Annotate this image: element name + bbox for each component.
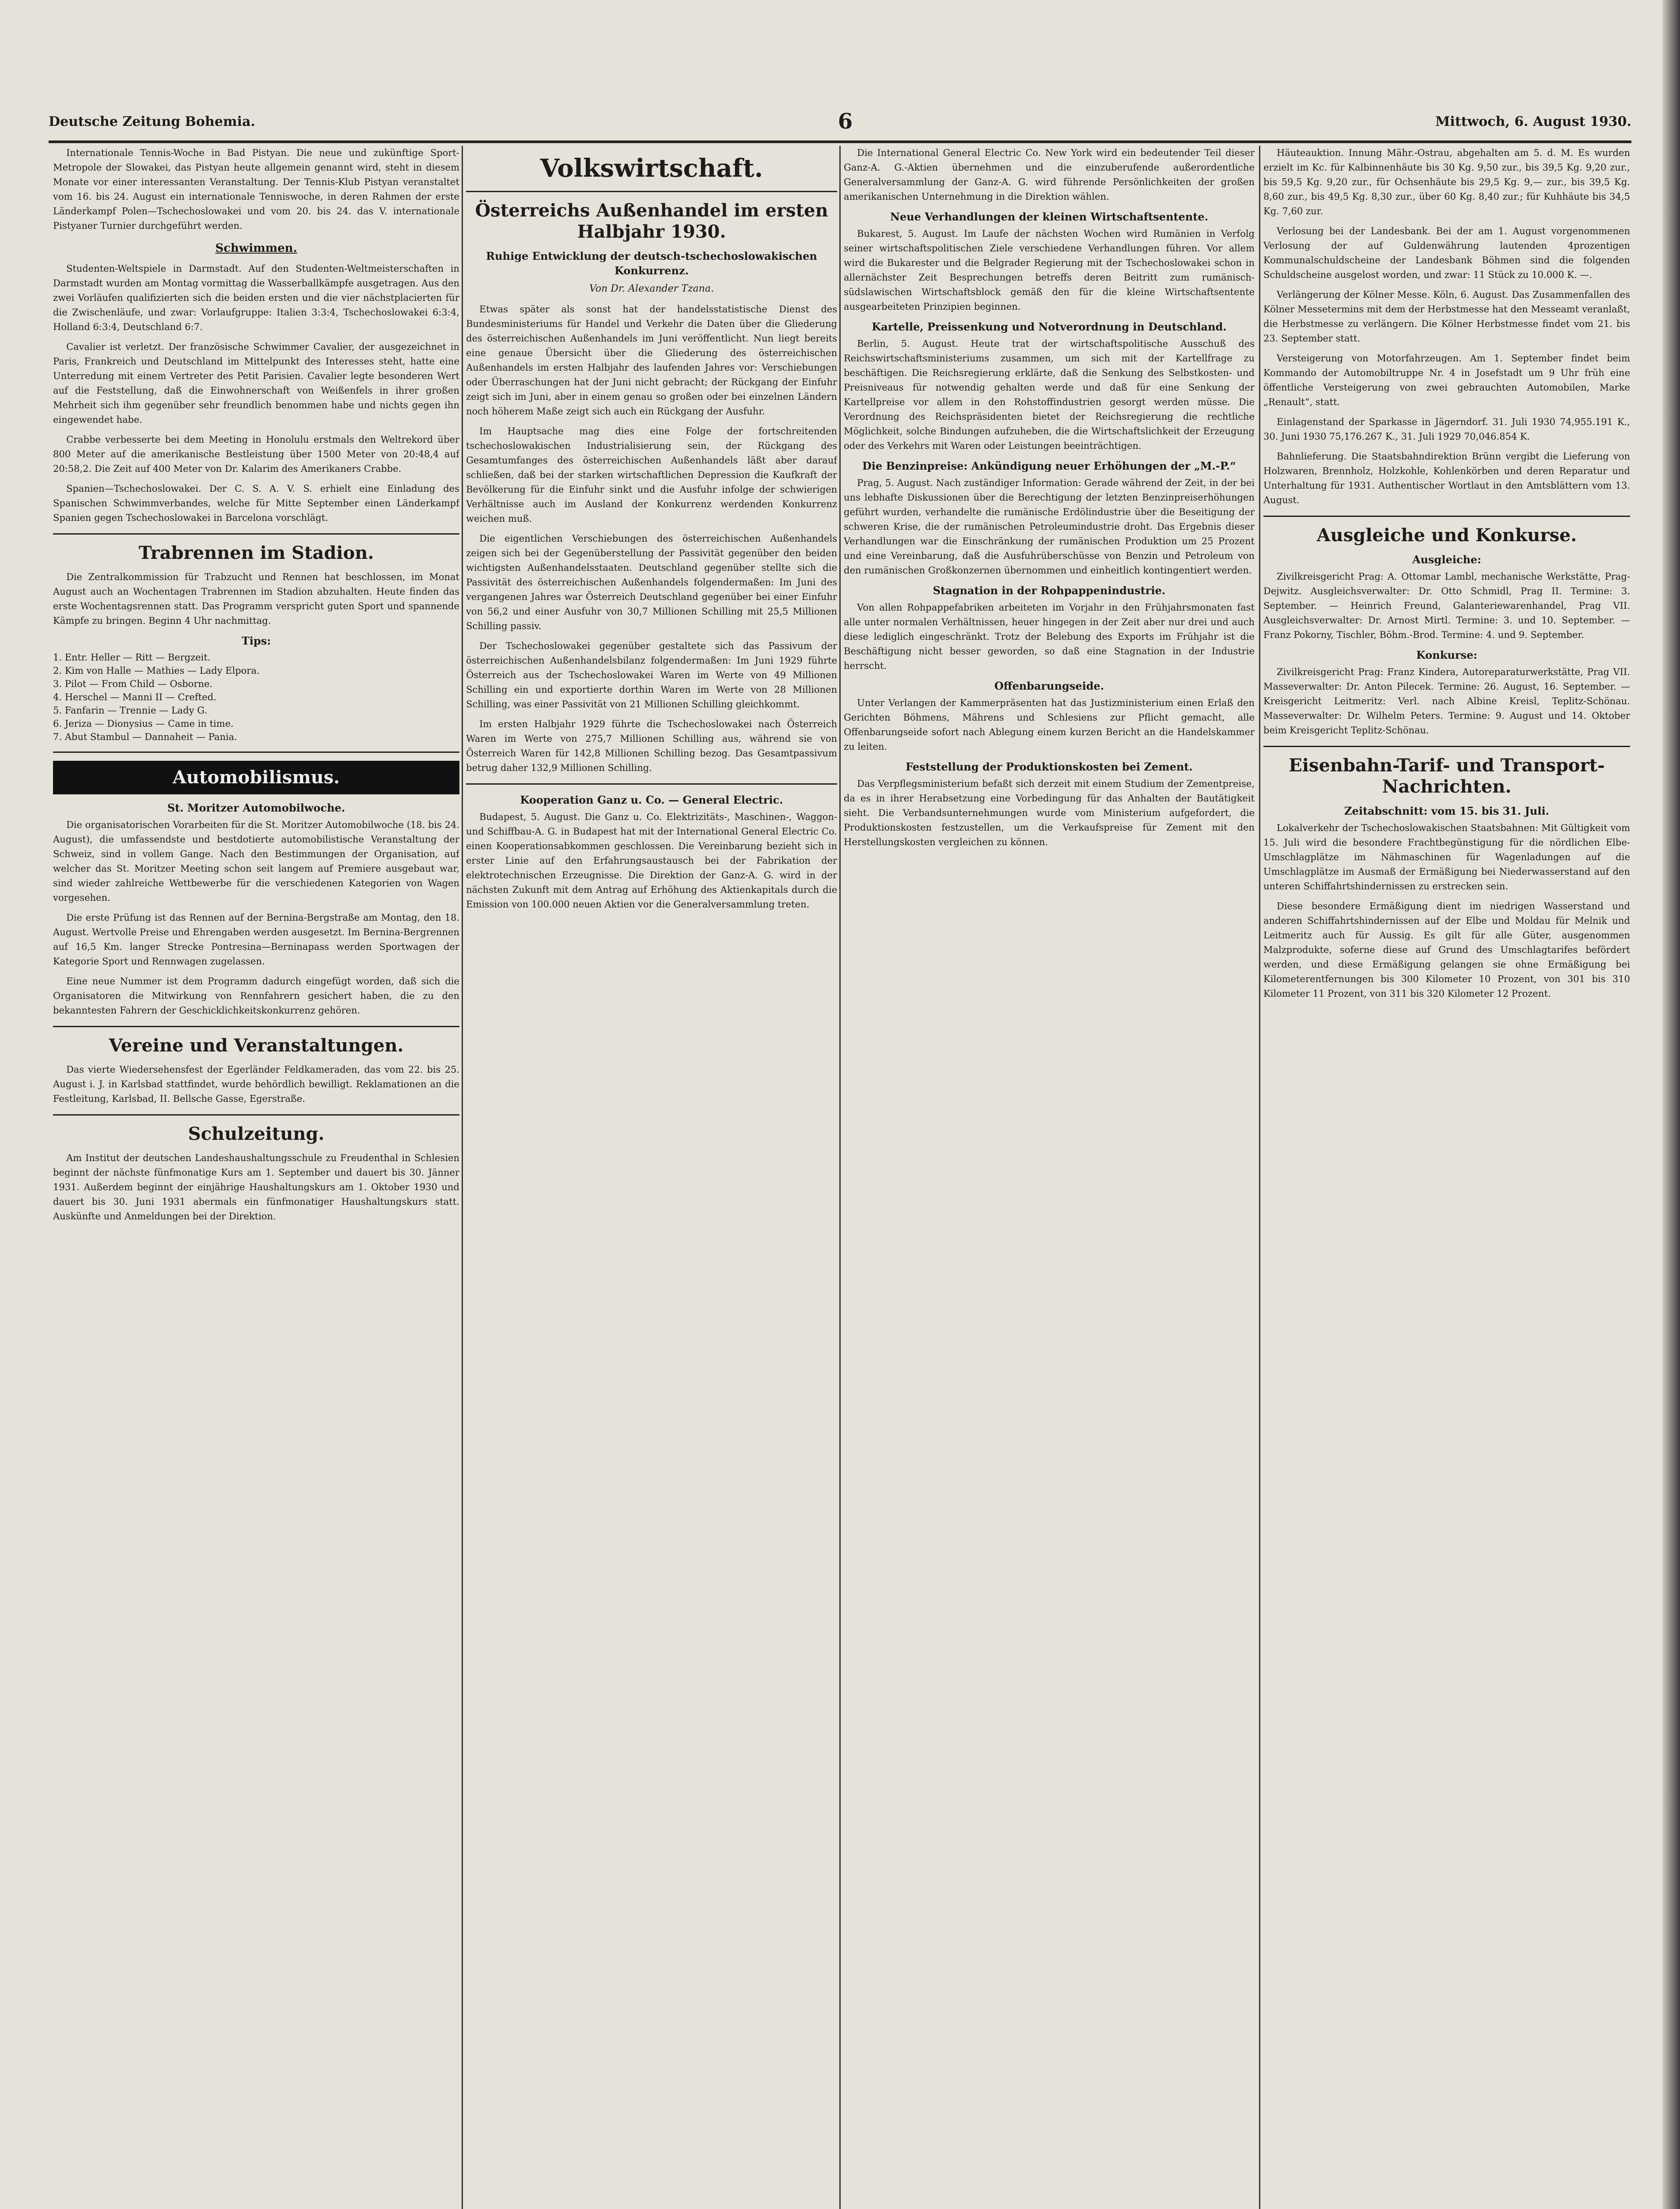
- section-rule: [466, 191, 837, 192]
- tips-item: 5. Fanfarin — Trennie — Lady G.: [53, 705, 207, 716]
- section-rule: [1263, 516, 1630, 517]
- article-paragraph: Eine neue Nummer ist dem Programm dadurch eingefügt worden, daß sich die Organisatoren die Mitwirkung von Rennfahrern gesichert haben, die zu den bekanntesten Fahrern der Geschicklichkeitskonkurrenz gehören.: [53, 976, 459, 1016]
- article-paragraph: Budapest, 5. August. Die Ganz u. Co. Elektrizitäts-, Maschinen-, Waggon- und Schiffbau-A. G. in Budapest hat mit der International General Electric Co. einen Kooperationsabkommen geschlossen. Die Vereinbarung bezieht sich in erster Linie auf den Erfahrungsaustausch bei der Fabrikation der elektrotechnischen Erzeugnisse. Die Direktion der Ganz-A. G. wird in der nächsten Zukunft mit dem Antrag auf Erhöhung des Aktienkapitals durch die Emission von 100.000 neuen Aktien vor die Generalversammlung treten.: [466, 812, 837, 910]
- page-edge-shadow: [1662, 0, 1680, 2209]
- section-rule: [53, 1026, 459, 1027]
- article-paragraph: Cavalier ist verletzt. Der französische Schwimmer Cavalier, der ausgezeichnet in Paris, Frankreich und Deutschland im Mittelpunkt des Interesses steht, hatte eine Unterredung mit einem Vertreter des Petit Parisien. Cavalier legte besonderen Wert auf die Feststellung, daß die Einwohnerschaft von Weißenfels in ihrer großen Mehrheit sich ihm gegenüber sehr freundlich benommen habe und nichts gegen ihn eingewendet habe.: [53, 342, 459, 425]
- subsection-heading: Konkurse:: [1416, 649, 1478, 661]
- article-paragraph: Unter Verlangen der Kammerpräsenten hat das Justizministerium einen Erlaß den Gerichten Böhmens, Mährens und Schlesiens zur Pflicht gemacht, alle Offenbarungseide sofort nach Ablegung einem kurzen Bericht an die Handelskammer zu leiten.: [844, 698, 1255, 752]
- section-heading-volkswirtschaft: Volkswirtschaft.: [540, 154, 763, 183]
- section-heading-ausgleiche: Ausgleiche und Konkurse.: [1316, 525, 1577, 546]
- article-heading: Kooperation Ganz u. Co. — General Electric.: [520, 793, 783, 806]
- article-paragraph: Bahnlieferung. Die Staatsbahndirektion Brünn vergibt die Lieferung von Holzwaren, Brennholz, Holzkohle, Kohlenkörben und deren Reparatur und Unterhaltung für 1931. Authentischer Wortlaut in den Amtsblättern vom 13. August.: [1263, 451, 1630, 505]
- article-paragraph: Die organisatorischen Vorarbeiten für die St. Moritzer Automobilwoche (18. bis 24. August), die umfassendste und bestdotierte automobilistische Veranstaltung der Schweiz, sind in vollem Gange. Nach den Bestimmungen der Organisation, auf welcher das St. Moritzer Meeting schon seit langem auf Premiere ausgebaut war, sind wieder zahlreiche Wettbewerbe für die verschiedenen Kategorien von Wagen vorgesehen.: [53, 820, 459, 903]
- article-paragraph: Am Institut der deutschen Landeshaushaltungsschule zu Freudenthal in Schlesien beginnt der nächste fünfmonatige Kurs am 1. September und dauert bis 30. Jänner 1931. Außerdem beginnt der einjährige Haushaltungskurs am 1. Oktober 1930 und dauert bis 30. Juni 1931 abermals ein fünfmonatiger Haushaltungskurs statt. Auskünfte und Anmeldungen bei der Direktion.: [53, 1153, 459, 1222]
- tips-item: 3. Pilot — From Child — Osborne.: [53, 679, 213, 689]
- header-rule: [49, 140, 1631, 143]
- column-3: [844, 146, 1255, 2209]
- article-heading: Offenbarungseide.: [994, 679, 1104, 692]
- tips-item: 7. Abut Stambul — Dannaheit — Pania.: [53, 732, 237, 742]
- article-paragraph: Das vierte Wiedersehensfest der Egerländer Feldkameraden, das vom 22. bis 25. August i. J. in Karlsbad stattfindet, wurde behördlich bewilligt. Reklamationen an die Festleitung, Karlsbad, II. Bellsche Gasse, Egerstraße.: [53, 1064, 459, 1104]
- subsection-heading: Ausgleiche:: [1412, 553, 1482, 566]
- column-divider: [1259, 146, 1260, 2209]
- tips-item: 6. Jeriza — Dionysius — Came in time.: [53, 718, 234, 729]
- column-divider: [462, 146, 463, 2209]
- article-paragraph: Verlosung bei der Landesbank. Bei der am 1. August vorgenommenen Verlosung der auf Guldenwährung lautenden 4prozentigen Kommunalschuldscheine der Landesbank Böhmen sind die folgenden Schuldscheine ausgelost worden, und zwar: 11 Stück zu 10.000 K. —.: [1263, 226, 1630, 280]
- header-page-number: 6: [838, 109, 853, 134]
- tips-item: 2. Kim von Halle — Mathies — Lady Elpora.: [53, 665, 260, 676]
- header-masthead: Deutsche Zeitung Bohemia.: [49, 114, 255, 129]
- article-paragraph: Diese besondere Ermäßigung dient im niedrigen Wasserstand und anderen Schiffahrtshindernissen auf der Elbe und Moldau für Melnik und Leitmeritz auch für Aussig. Es gilt für alle Güter, ausgenommen Malzprodukte, soferne diese auf Grund des Umschlagtarifes befördert werden, und diese Ermäßigung gelangen sie ohne Ermäßigung bei Kilometerentfernungen bis 300 Kilometer 10 Prozent, von 301 bis 310 Kilometer 11 Prozent, von 311 bis 320 Kilometer 12 Prozent.: [1263, 901, 1630, 999]
- section-heading-trabrennen: Trabrennen im Stadion.: [138, 543, 374, 563]
- article-paragraph: Etwas später als sonst hat der handelsstatistische Dienst des Bundesministeriums für Handel und Verkehr die Daten über die Gliederung des österreichischen Außenhandels im Juni veröffentlicht. Nun liegt bereits eine genaue Übersicht über die Gliederung des österreichischen Außenhandels im ersten Halbjahr des laufenden Jahres vor: Verschiebungen oder Überraschungen hat der Juni nicht gebracht; der Rückgang der Einfuhr zeigt sich im Juni, aber in einem genau so großen oder bei einzelnen Ländern noch höherem Maße zeigt sich auch ein Rückgang der Ausfuhr.: [466, 304, 837, 417]
- article-heading: Feststellung der Produktionskosten bei Zement.: [906, 760, 1193, 773]
- article-paragraph: Im Hauptsache mag dies eine Folge der fortschreitenden tschechoslowakischen Industrialisierung sein, der Rückgang des Gesamtumfanges des österreichischen Außenhandels läßt aber darauf schließen, daß bei der starken wirtschaftlichen Depression die Kaufkraft der Bevölkerung für die Einfuhr sinkt und die Ausfuhr infolge der schwierigen Verhältnisse auch im Ausland der Konkurrenz werdenden Konkurrenz weichen muß.: [466, 426, 837, 524]
- page-header: [49, 106, 1631, 137]
- section-rule: [53, 1114, 459, 1116]
- article-paragraph: Lokalverkehr der Tschechoslowakischen Staatsbahnen: Mit Gültigkeit vom 15. Juli wird die besondere Frachtbegünstigung für die nördlichen Elbe-Umschlagplätze im Nähmaschinen für Wagenladungen auf die Umschlagplätze im Ausmaß der Ermäßigung bei Niederwasserstand auf den unteren Schiffahrtshindernissen zu erstrecken sein.: [1263, 823, 1630, 892]
- column-4: [1263, 146, 1630, 2209]
- section-rule: [466, 783, 837, 785]
- section-heading-schulzeitung: Schulzeitung.: [188, 1123, 325, 1144]
- article-paragraph: Verlängerung der Kölner Messe. Köln, 6. August. Das Zusammenfallen des Kölner Messetermins mit dem der Herbstmesse hat den Messeamt veranlaßt, die Herbstmesse zu verlängern. Die Kölner Herbstmesse findet vom 21. bis 23. September statt.: [1263, 289, 1630, 344]
- tennis-paragraph: Internationale Tennis-Woche in Bad Pistyan. Die neue und zukünftige Sport-Metropole der Slowakei, das Pistyan heute allgemein genannt wird, steht in diesem Monate vor einer interessanten Veranstaltung. Der Tennis-Klub Pistyan veranstaltet vom 16. bis 24. August ein internationale Tenniswoche, in deren Rahmen der erste Länderkampf Polen—Tschechoslowakei und vom 20. bis 24. das V. internationale Pistyaner Turnier durchgeführt werden.: [53, 148, 459, 231]
- article-paragraph: Versteigerung von Motorfahrzeugen. Am 1. September findet beim Kommando der Automobiltruppe Nr. 4 in Josefstadt um 9 Uhr früh eine öffentliche Versteigerung von zwei gebrauchten Automobilen, Marke „Renault“, statt.: [1263, 353, 1630, 407]
- article-paragraph: Das Verpflegsministerium befaßt sich derzeit mit einem Studium der Zementpreise, da es in ihrer Herabsetzung eine Vorbedingung für das Anhalten der Bautätigkeit sieht. Die Verbandsunternehmungen wurde vom Ministerium aufgefordert, die Produktionskosten festzustellen, um die Verkaufspreise für Zement mit den Herstellungskosten vergleichen zu können.: [844, 778, 1255, 847]
- article-paragraph: Häuteauktion. Innung Mähr.-Ostrau, abgehalten am 5. d. M. Es wurden erzielt im Kc. für Kalbinnenhäute bis 30 Kg. 9,50 zur., bis 39,5 Kg. 9,20 zur., bis 59,5 Kg. 9,20 zur., für Ochsenhäute bis 29,5 Kg. 9,— zur., bis 39,5 Kg. 8,60 zur., bis 49,5 Kg. 8,30 zur., über 60 Kg. 8,40 zur.; für Kuhhäute bis 34,5 Kg. 7,60 zur.: [1263, 148, 1630, 216]
- section-rule: [1263, 746, 1630, 747]
- article-heading: Die Benzinpreise: Ankündigung neuer Erhöhungen der „M.-P.“: [862, 459, 1236, 472]
- article-paragraph: Zivilkreisgericht Prag: A. Ottomar Lambl, mechanische Werkstätte, Prag-Dejwitz. Ausgleichsverwalter: Dr. Otto Schmidl, Prag II. Termine: 3. September. — Heinrich Freund, Galanteriewarenhandel, Prag VII. Ausgleichsverwalter: Dr. Arnost Mirtl. Termine: 3. und 10. September. — Franz Pokorny, Tischler, Böhm.-Brod. Termine: 4. und 9. September.: [1263, 571, 1630, 640]
- article-paragraph: Von allen Rohpappefabriken arbeiteten im Vorjahr in den Frühjahrsmonaten fast alle unter normalen Verhältnissen, heuer hingegen in der Zeit aber nur drei und auch diese lediglich eingeschränkt. Trotz der Belebung des Exports im Frühjahr ist die Beschäftigung nicht besser geworden, so daß eine Stagnation in der Industrie herrscht.: [844, 602, 1255, 671]
- tips-item: 4. Herschel — Manni II — Crefted.: [53, 692, 216, 702]
- article-paragraph: Zivilkreisgericht Prag: Franz Kindera, Autoreparaturwerkstätte, Prag VII. Masseverwalter: Dr. Anton Pilecek. Termine: 26. August, 16. September. — Kreisgericht Leitmeritz: Verl. nach Albine Kreisl, Teplitz-Schönau. Masseverwalter: Dr. Wilhelm Peters. Termine: 9. August und 14. Oktober beim Kreisgericht Teplitz-Schönau.: [1263, 667, 1630, 736]
- article-paragraph: Spanien—Tschechoslowakei. Der C. S. A. V. S. erhielt eine Einladung des Spanischen Schwimmverbandes, welche für Mitte September einen Länderkampf Spanien gegen Tschechoslowakei in Barcelona vorschlägt.: [53, 483, 459, 523]
- article-paragraph: Berlin, 5. August. Heute trat der wirtschaftspolitische Ausschuß des Reichswirtschaftsministeriums zusammen, um sich mit der Kartellfrage zu beschäftigen. Die Reichsregierung erklärte, daß die Senkung des Selbstkosten- und Preisniveaus für notwendig gehalten werde und daß für eine Senkung der Kartellpreise vor allem in den Rohstoffindustrien gesorgt werden müsse. Die Verordnung des Reichspräsidenten bietet der Reichsregierung die rechtliche Möglichkeit, solche Bindungen aufzuheben, die die Wirtschaftslichkeit der Erzeugung oder des Verkehrs mit Waren oder Leistungen beeinträchtigen.: [844, 338, 1255, 451]
- article-heading: Neue Verhandlungen der kleinen Wirtschaftsentente.: [890, 210, 1209, 223]
- article-paragraph: Einlagenstand der Sparkasse in Jägerndorf. 31. Juli 1930 74,955.191 K., 30. Juni 1930 75,176.267 K., 31. Juli 1929 70,046.854 K.: [1263, 417, 1630, 442]
- section-rule: [53, 533, 459, 535]
- article-paragraph: Die Zentralkommission für Trabzucht und Rennen hat beschlossen, im Monat August auch an Wochentagen Trabrennen im Stadion abzuhalten. Heute finden das erste Wochentagsrennen statt. Das Programm verspricht guten Sport und spannende Kämpfe zu bringen. Beginn 4 Uhr nachmittag.: [53, 572, 459, 626]
- article-paragraph: Der Tschechoslowakei gegenüber gestaltete sich das Passivum der österreichischen Außenhandelsbilanz folgendermaßen: Im Juni 1929 führte Österreich aus der Tschechoslowakei Waren im Werte von 49 Millionen Schilling ein und exportierte dorthin Waren im Werte von 28 Millionen Schilling, was einer Passivität von 21 Millionen Schilling gleichkommt.: [466, 641, 837, 710]
- column-2: [466, 146, 837, 2209]
- article-paragraph: Studenten-Weltspiele in Darmstadt. Auf den Studenten-Weltmeisterschaften in Darmstadt wurden am Montag vormittag die Wasserballkämpfe ausgetragen. Aus den zwei Vorläufen qualifizierten sich die beiden ersten und die vier nächstplacierten für die Zwischenläufe, und zwar: Vorlaufgruppe: Italien 3:3:4, Tschechoslowakei 6:3:4, Holland 6:3:4, Deutschland 6:7.: [53, 263, 459, 332]
- article-paragraph: Die International General Electric Co. New York wird ein bedeutender Teil dieser Ganz-A. G.-Aktien übernehmen und die einzuberufende außerordentliche Generalversammlung der Ganz-A. G. wird führende Persönlichkeiten der großen amerikanischen Unternehmung in die Direktion wählen.: [844, 148, 1255, 202]
- column-divider: [839, 146, 841, 2209]
- article-paragraph: Im ersten Halbjahr 1929 führte die Tschechoslowakei nach Österreich Waren im Werte von 275,7 Millionen Schilling aus, während sie von Österreich Waren für 142,8 Millionen Schilling bezog. Das Gesamtpassivum betrug daher 132,9 Millionen Schilling.: [466, 719, 837, 773]
- column-1: [53, 146, 459, 2209]
- section-rule: [53, 752, 459, 753]
- article-heading: Kartelle, Preissenkung und Notverordnung in Deutschland.: [872, 320, 1227, 333]
- article-paragraph: Bukarest, 5. August. Im Laufe der nächsten Wochen wird Rumänien in Verfolg seiner wirtschaftspolitischen Ziele verschiedene Verhandlungen führen. Vor allem wird die Bukarester und die Belgrader Regierung mit der Tschechoslowakei schon in allernächster Zeit Besprechungen betreffs deren Beitritt zum rumänisch-südslawischen Wirtschaftsblock gemäß den für die kleine Wirtschaftsentente ausgearbeiteten Prinzipien beginnen.: [844, 228, 1255, 312]
- article-byline: Von Dr. Alexander Tzana.: [589, 283, 714, 294]
- article-heading: Stagnation in der Rohpappenindustrie.: [933, 584, 1166, 597]
- tips-item: 1. Entr. Heller — Ritt — Bergzeit.: [53, 652, 211, 663]
- article-paragraph: Die eigentlichen Verschiebungen des österreichischen Außenhandels zeigen sich bei der Gegenüberstellung der Passivität gegenüber den beiden wichtigsten Außenhandelsstaaten. Deutschland gegenüber stellte sich die Passivität des österreichischen Außenhandels folgendermaßen: Im Juni des vergangenen Jahres war Österreich Deutschland gegenüber bei einer Einfuhr von 56,2 und einer Ausfuhr von 30,7 Millionen Schilling mit 25,5 Millionen Schilling passiv.: [466, 533, 837, 631]
- header-date: Mittwoch, 6. August 1930.: [1435, 114, 1631, 129]
- article-paragraph: Crabbe verbesserte bei dem Meeting in Honolulu erstmals den Weltrekord über 800 Meter auf die amerikanische Bestleistung über 1500 Meter von 20:48,4 auf 20:58,2. Die Zeit auf 400 Meter von Dr. Kalarim des Amerikaners Crabbe.: [53, 434, 459, 474]
- article-paragraph: Prag, 5. August. Nach zuständiger Information: Gerade während der Zeit, in der bei uns lebhafte Diskussionen über die Berechtigung der letzten Benzinpreiserhöhungen geführt wurden, verhandelte die rumänische Erdölindustrie über die Beseitigung der schweren Krise, die der rumänischen Petroleumindustrie droht. Das Ergebnis dieser Verhandlungen war die Einschränkung der rumänischen Produktion um 25 Prozent und eine Vereinbarung, daß die Ausfuhrüberschüsse von Benzin und Petroleum von den rumänischen Großkonzernen übernommen und einheitlich kontingentiert werden.: [844, 478, 1255, 576]
- section-heading-swimming: Schwimmen.: [215, 242, 297, 255]
- section-heading-eisenbahn: Eisenbahn-Tarif- und Transport-Nachrichten.: [1289, 755, 1605, 797]
- section-heading-vereine: Vereine und Veranstaltungen.: [109, 1035, 404, 1056]
- tips-list: [53, 651, 459, 744]
- article-title: Österreichs Außenhandel im ersten Halbjahr 1930.: [475, 200, 828, 242]
- section-heading-automobilismus: Automobilismus.: [53, 761, 459, 794]
- article-paragraph: Die erste Prüfung ist das Rennen auf der Bernina-Bergstraße am Montag, den 18. August. Wertvolle Preise und Ehrengaben werden ausgesetzt. Im Bernina-Bergrennen auf 16,5 Km. langer Strecke Pontresina—Berninapass werden Sportwagen der Kategorie Sport und Rennwagen zugelassen.: [53, 912, 459, 967]
- subsection-heading: Zeitabschnitt: vom 15. bis 31. Juli.: [1344, 805, 1549, 817]
- tips-title: Tips:: [241, 634, 271, 647]
- article-heading: St. Moritzer Automobilwoche.: [167, 801, 345, 814]
- article-subtitle: Ruhige Entwicklung der deutsch-tschechoslowakischen Konkurrenz.: [486, 250, 817, 277]
